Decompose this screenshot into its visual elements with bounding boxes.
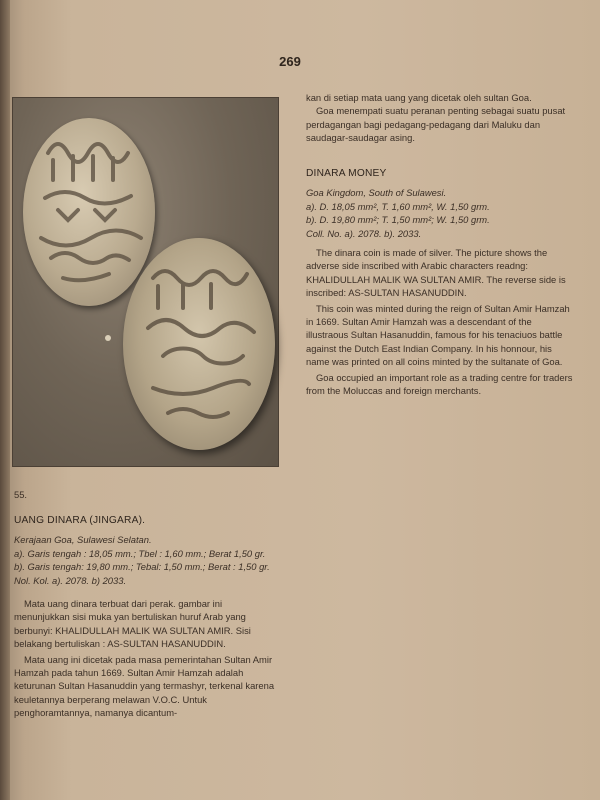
indonesian-section xyxy=(14,514,280,722)
english-paragraph-3: Goa occupied an important role as a trading centre for traders from the Moluccas and foreign merchants. xyxy=(306,371,573,397)
arabic-inscription-graphic xyxy=(123,238,275,450)
english-collection: Coll. No. a). 2078. b). 2033. xyxy=(306,227,422,239)
english-origin: Goa Kingdom, South of Sulawesi. xyxy=(306,187,447,199)
indonesian-spec-b: b). Garis tengah: 19,80 mm.; Tebal: 1,50 mm.; Berat : 1,50 gr. xyxy=(14,561,270,573)
english-spec-a: a). D. 18,05 mm², T. 1,60 mm², W. 1,50 grm. xyxy=(306,200,490,212)
english-paragraph-1: The dinara coin is made of silver. The picture shows the adverse side inscribed with Arabic characters readng: KHALIDULLAH MALIK WA SULTAN AMIR. The reverse side is inscribed: AS-SULTAN HASANUDDIN. xyxy=(306,247,566,299)
indonesian-paragraph-2: Mata uang ini dicetak pada masa pemerintahan Sultan Amir Hamzah pada tahun 1669. Sultan Amir Hamzah adalah keturunan Sultan Hasanuddin yang termashyr, terkenal karena keuletannya berperang melawan V.O.C. Untuk penghoramtannya, namanya dicantum- xyxy=(14,653,275,719)
photo-speck xyxy=(105,335,111,341)
indonesian-origin: Kerajaan Goa, Sulawesi Selatan. xyxy=(14,534,152,546)
figure-number: 55. xyxy=(14,489,28,500)
english-section xyxy=(306,167,574,400)
indonesian-heading: UANG DINARA (JINGARA). xyxy=(14,515,146,526)
indonesian-collection: Nol. Kol. a). 2078. b) 2033. xyxy=(14,574,127,586)
page-number: 269 xyxy=(279,54,301,69)
english-paragraph-2: This coin was minted during the reign of Sultan Amir Hamzah in 1669. Sultan Amir Hamzah was a descendant of the illustraous Sultan Hasanuddin, famous for his tenaciuos battle against the Dutch East Indian Company. In his honnour, his name was printed on all coins minted by the sultanate of Goa. xyxy=(306,302,570,368)
english-spec-b: b). D. 19,80 mm²; T. 1,50 mm²; W. 1,50 grm. xyxy=(306,214,490,226)
indonesian-spec-a: a). Garis tengah : 18,05 mm.; Tbel : 1,60 mm.; Berat 1,50 gr. xyxy=(14,547,266,559)
english-heading: DINARA MONEY xyxy=(306,168,387,179)
coin-reverse-image xyxy=(123,238,275,450)
continuation-line: kan di setiap mata uang yang dicetak oleh sultan Goa. xyxy=(306,92,532,103)
indonesian-paragraph-1: Mata uang dinara terbuat dari perak. gambar ini menunjukkan sisi muka yan bertuliskan huruf Arab yang berbunyi: KHALIDULLAH MALIK WA SULTAN AMIR. Sisi belakang bertuliskan : AS-SULTAN HASANUDDIN. xyxy=(14,598,251,650)
trade-paragraph-id: Goa menempati suatu peranan penting sebagai suatu pusat perdagangan bagi pedagang-pedagang dari Maluku dan saudagar-saudagar asing. xyxy=(306,105,566,144)
indonesian-continuation xyxy=(306,91,574,147)
book-spine xyxy=(0,0,10,800)
coin-photograph xyxy=(12,97,279,467)
